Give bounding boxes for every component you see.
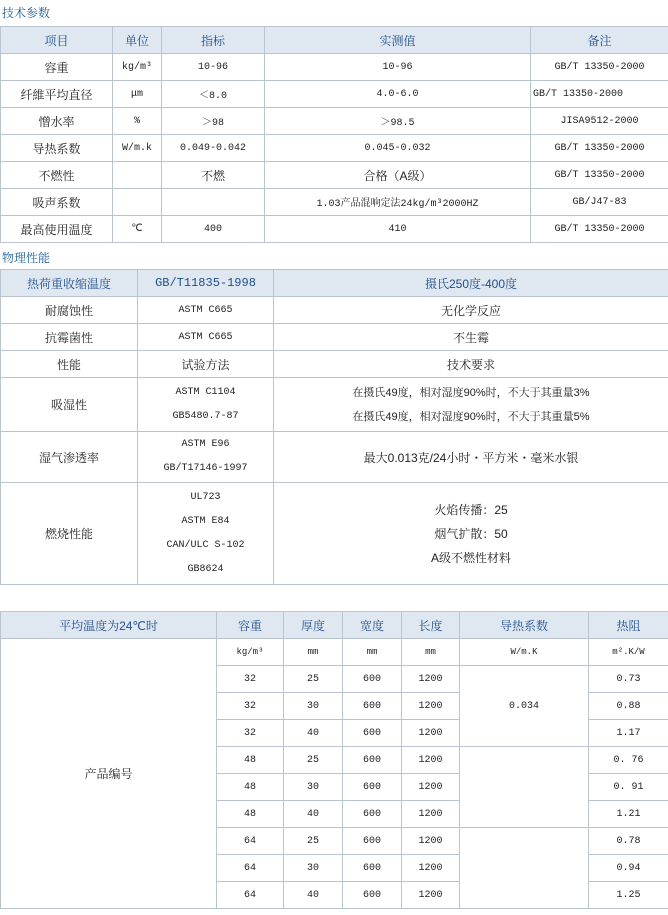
cell-length: 1200	[402, 828, 460, 855]
tech-params-table	[0, 26, 668, 243]
col-header-remark: 备注	[531, 27, 668, 54]
cell-item: 纤維平均直径	[1, 81, 113, 108]
unit-density: kg/m³	[217, 639, 284, 666]
cell-resistance: 0. 91	[589, 774, 668, 801]
cell-requirement: 无化学反应	[274, 297, 668, 324]
cell-standard	[138, 432, 274, 483]
table-row	[1, 189, 668, 216]
cell-density: 32	[217, 693, 284, 720]
header-length: 长度	[402, 612, 460, 639]
cell-item: 吸声系数	[1, 189, 113, 216]
col-header-item: 项目	[1, 27, 113, 54]
cell-density: 64	[217, 855, 284, 882]
cell-unit	[113, 162, 162, 189]
cell-requirement: 技术要求	[274, 351, 668, 378]
table-row	[1, 54, 668, 81]
standard-line: UL723	[190, 491, 221, 503]
physical-props-table	[0, 269, 668, 585]
cell-unit: W/m.k	[113, 135, 162, 162]
table-row	[1, 162, 668, 189]
cell-requirement	[274, 378, 668, 432]
cell-unit: kg/m³	[113, 54, 162, 81]
cell-spec: ＜8.0	[162, 81, 265, 108]
cell-thickness: 40	[284, 720, 343, 747]
cell-spec: 0.049-0.042	[162, 135, 265, 162]
cell-standard	[138, 483, 274, 585]
cell-measured: 合格（A级）	[265, 162, 531, 189]
table-row	[1, 81, 668, 108]
cell-conductivity-empty	[460, 747, 589, 828]
cell-measured: 4.0-6.0	[265, 81, 531, 108]
cell-thickness: 30	[284, 693, 343, 720]
cell-thickness: 30	[284, 855, 343, 882]
cell-product-code-label: 产品编号	[1, 639, 217, 909]
cell-density: 64	[217, 828, 284, 855]
cell-remark: GB/T 13350-2000	[531, 135, 668, 162]
cell-width: 600	[343, 828, 402, 855]
cell-length: 1200	[402, 693, 460, 720]
cell-standard: 试验方法	[138, 351, 274, 378]
standard-line: CAN/ULC S-102	[166, 539, 245, 551]
cell-length: 1200	[402, 747, 460, 774]
cell-density: 48	[217, 774, 284, 801]
requirement-line: 在摄氏49度，相对湿度90%时，不大于其重量3%	[352, 386, 590, 399]
cell-property: 燃烧性能	[1, 483, 138, 585]
cell-spec: 400	[162, 216, 265, 243]
standard-line: GB8624	[187, 563, 224, 575]
cell-measured: 10-96	[265, 54, 531, 81]
cell-length: 1200	[402, 720, 460, 747]
cell-length: 1200	[402, 666, 460, 693]
cell-property: 抗霉菌性	[1, 324, 138, 351]
cell-conductivity-empty	[460, 828, 589, 909]
cell-unit	[113, 189, 162, 216]
header-shrink-temp: 热荷重收缩温度	[1, 270, 138, 297]
cell-density: 48	[217, 747, 284, 774]
cell-spec: ＞98	[162, 108, 265, 135]
cell-density: 48	[217, 801, 284, 828]
cell-thickness: 25	[284, 828, 343, 855]
cell-resistance: 0.88	[589, 693, 668, 720]
col-header-unit: 单位	[113, 27, 162, 54]
cell-width: 600	[343, 666, 402, 693]
cell-unit: %	[113, 108, 162, 135]
tech-section-title: 技术参数	[2, 6, 51, 20]
requirement-line: 火焰传播：25	[434, 502, 508, 517]
cell-standard	[138, 378, 274, 432]
col-header-spec: 指标	[162, 27, 265, 54]
header-thickness: 厚度	[284, 612, 343, 639]
table-row	[1, 351, 668, 378]
cell-length: 1200	[402, 855, 460, 882]
unit-thickness: mm	[284, 639, 343, 666]
cell-width: 600	[343, 882, 402, 909]
cell-width: 600	[343, 693, 402, 720]
table-row	[1, 135, 668, 162]
header-avg-temp: 平均温度为24℃时	[1, 612, 217, 639]
cell-requirement	[274, 483, 668, 585]
cell-remark: GB/J47-83	[531, 189, 668, 216]
product-header-row	[1, 612, 668, 639]
cell-conductivity: 0.034	[460, 666, 589, 747]
standard-line: GB5480.7-87	[172, 410, 239, 422]
cell-thickness: 25	[284, 666, 343, 693]
unit-width: mm	[343, 639, 402, 666]
unit-conductivity: W/m.K	[460, 639, 589, 666]
standard-line: ASTM E84	[181, 515, 230, 527]
cell-thickness: 40	[284, 801, 343, 828]
cell-property: 湿气渗透率	[1, 432, 138, 483]
cell-spec: 不燃	[162, 162, 265, 189]
cell-item: 不燃性	[1, 162, 113, 189]
cell-standard: ASTM C665	[138, 324, 274, 351]
cell-density: 32	[217, 720, 284, 747]
cell-measured: 0.045-0.032	[265, 135, 531, 162]
col-header-measured: 实测值	[265, 27, 531, 54]
header-width: 宽度	[343, 612, 402, 639]
cell-density: 32	[217, 666, 284, 693]
table-row	[1, 432, 668, 483]
header-resistance: 热阻	[589, 612, 668, 639]
unit-resistance: m².K/W	[589, 639, 668, 666]
standard-line: ASTM E96	[181, 439, 230, 450]
cell-unit: μm	[113, 81, 162, 108]
cell-remark: GB/T 13350-2000	[531, 81, 668, 108]
cell-remark: JISA9512-2000	[531, 108, 668, 135]
tech-header-row	[1, 27, 668, 54]
cell-length: 1200	[402, 801, 460, 828]
cell-measured: 410	[265, 216, 531, 243]
table-row	[1, 483, 668, 585]
cell-spec: 10-96	[162, 54, 265, 81]
cell-spec	[162, 189, 265, 216]
cell-remark: GB/T 13350-2000	[531, 162, 668, 189]
cell-resistance: 1.17	[589, 720, 668, 747]
table-row	[1, 324, 668, 351]
cell-item: 最高使用温度	[1, 216, 113, 243]
cell-length: 1200	[402, 774, 460, 801]
requirement-line: A级不燃性材料	[430, 550, 511, 565]
cell-measured: ＞98.5	[265, 108, 531, 135]
header-density: 容重	[217, 612, 284, 639]
header-shrink-std: GB/T11835-1998	[138, 270, 274, 297]
cell-resistance: 0. 76	[589, 747, 668, 774]
cell-measured: 1.03产品混响定法24kg/m³2000HZ	[265, 189, 531, 216]
cell-resistance: 0.73	[589, 666, 668, 693]
physical-section-title: 物理性能	[2, 251, 51, 265]
cell-length: 1200	[402, 882, 460, 909]
cell-width: 600	[343, 720, 402, 747]
physical-header-row	[1, 270, 668, 297]
cell-thickness: 25	[284, 747, 343, 774]
cell-item: 导热系数	[1, 135, 113, 162]
product-spec-table	[0, 611, 668, 909]
cell-item: 憎水率	[1, 108, 113, 135]
cell-requirement: 不生霉	[274, 324, 668, 351]
cell-resistance: 1.21	[589, 801, 668, 828]
table-row	[1, 378, 668, 432]
cell-standard: ASTM C665	[138, 297, 274, 324]
cell-property: 耐腐蚀性	[1, 297, 138, 324]
cell-width: 600	[343, 774, 402, 801]
standard-line: GB/T17146-1997	[163, 463, 248, 474]
cell-resistance: 0.94	[589, 855, 668, 882]
units-row	[1, 639, 668, 666]
cell-requirement: 最大0.013克/24小时・平方米・毫米水银	[274, 432, 668, 483]
cell-unit: ℃	[113, 216, 162, 243]
cell-item: 容重	[1, 54, 113, 81]
unit-length: mm	[402, 639, 460, 666]
cell-thickness: 30	[284, 774, 343, 801]
cell-remark: GB/T 13350-2000	[531, 54, 668, 81]
cell-thickness: 40	[284, 882, 343, 909]
table-row	[1, 216, 668, 243]
standard-line: ASTM C1104	[175, 386, 236, 398]
requirement-line: 烟气扩散：50	[434, 526, 508, 541]
cell-width: 600	[343, 801, 402, 828]
cell-resistance: 0.78	[589, 828, 668, 855]
requirement-line: 在摄氏49度，相对湿度90%时，不大于其重量5%	[352, 410, 590, 423]
cell-width: 600	[343, 747, 402, 774]
header-conductivity: 导热系数	[460, 612, 589, 639]
cell-resistance: 1.25	[589, 882, 668, 909]
cell-remark: GB/T 13350-2000	[531, 216, 668, 243]
cell-width: 600	[343, 855, 402, 882]
header-shrink-range: 摄氏250度-400度	[274, 270, 668, 297]
cell-density: 64	[217, 882, 284, 909]
table-row	[1, 108, 668, 135]
cell-property: 性能	[1, 351, 138, 378]
table-row	[1, 297, 668, 324]
cell-property: 吸湿性	[1, 378, 138, 432]
